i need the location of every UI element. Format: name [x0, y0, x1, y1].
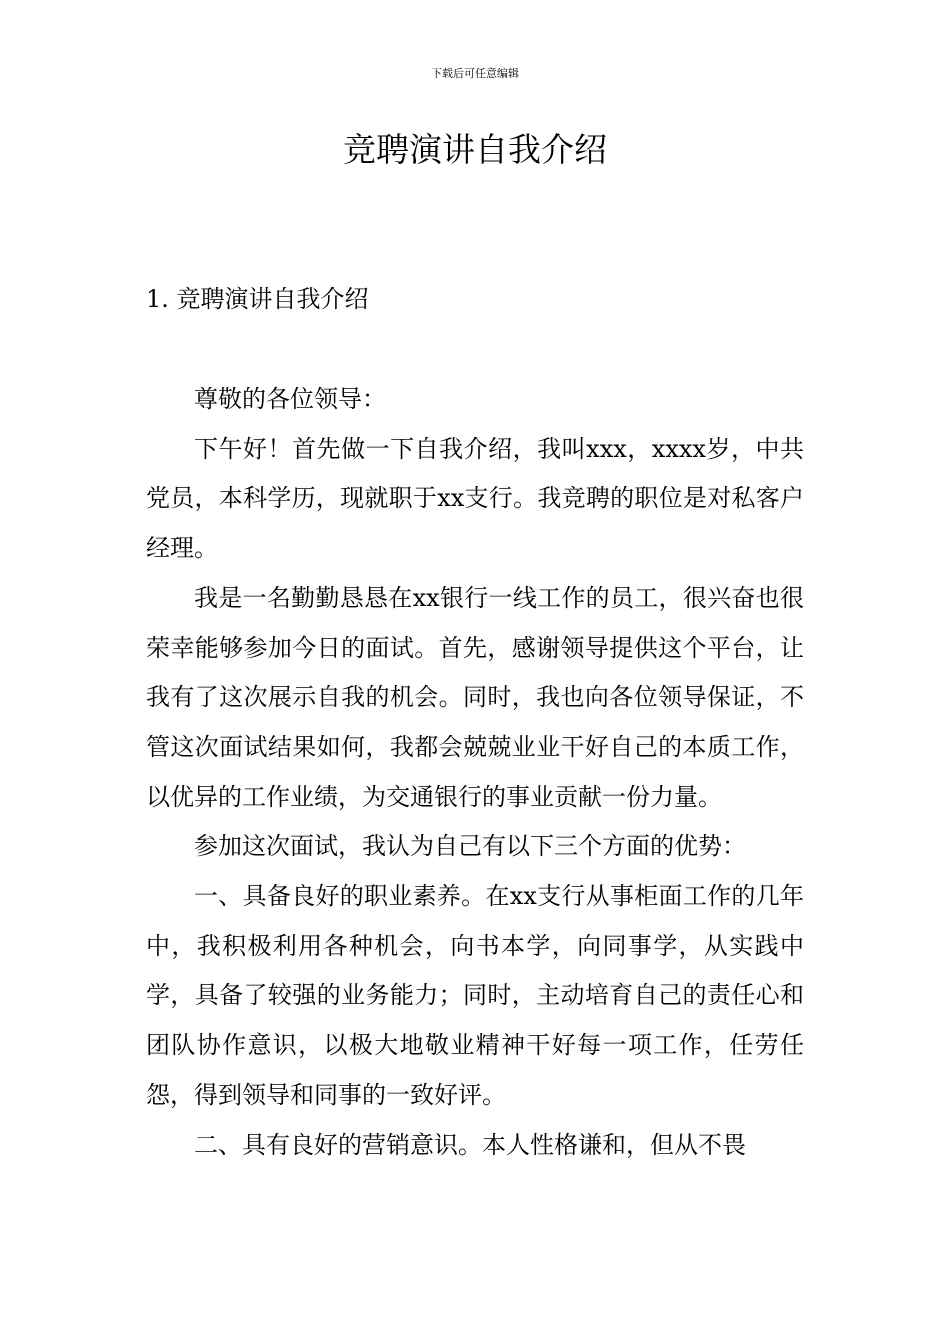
- paragraph-advantage-two: 二、具有良好的营销意识。本人性格谦和，但从不畏: [194, 1130, 746, 1159]
- paragraph-salutation: 尊敬的各位领导：: [194, 385, 386, 413]
- paragraph-gratitude: 我是一名勤勤恳恳在xx银行一线工作的员工，很兴奋也很荣幸能够参加今日的面试。首先，感谢领导提供这个平台，让我有了这次展示自我的机会。同时，我也向各位领导保证，不管这次面试结果如何，我都会兢兢业业干好自己的本质工作，以优异的工作业绩，为交通银行的事业贡献一份力量。: [146, 583, 804, 811]
- paragraph-advantage-one: 一、具备良好的职业素养。在xx支行从事柜面工作的几年中，我积极利用各种机会，向书本学，向同事学，从实践中学，具备了较强的业务能力；同时，主动培育自己的责任心和团队协作意识，以极大地敬业精神干好每一项工作，任劳任怨，得到领导和同事的一致好评。: [146, 882, 804, 1109]
- document-body: [146, 375, 804, 1170]
- header-note: 下载后可任意编辑: [431, 67, 519, 80]
- section-heading: 1. 竞聘演讲自我介绍: [146, 285, 369, 313]
- document-title: 竞聘演讲自我介绍: [343, 130, 607, 169]
- paragraph-self-introduction: 下午好！首先做一下自我介绍，我叫xxx，xxxx岁，中共党员，本科学历，现就职于xx支行。我竞聘的职位是对私客户经理。: [146, 434, 804, 563]
- paragraph-advantages-intro: 参加这次面试，我认为自己有以下三个方面的优势：: [194, 832, 746, 861]
